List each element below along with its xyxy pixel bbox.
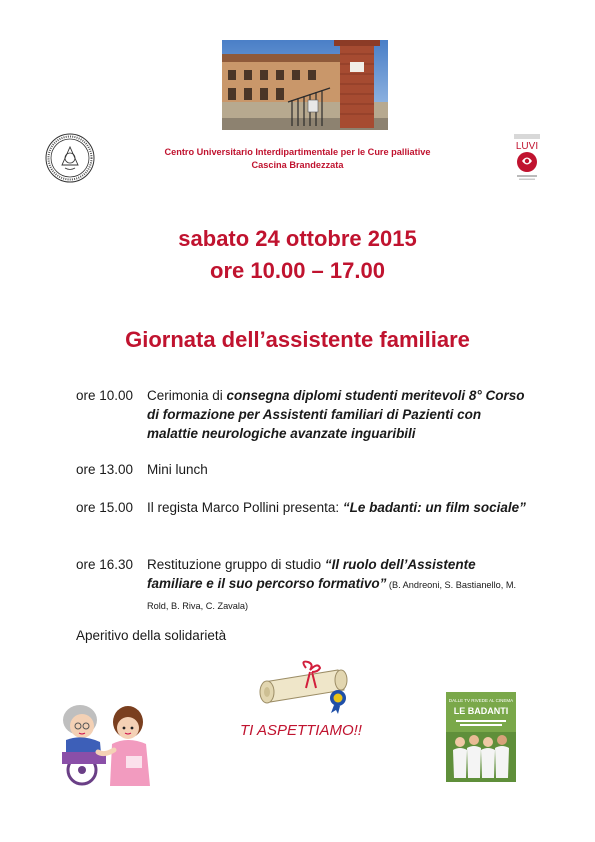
program-time: ore 15.00 xyxy=(76,500,134,515)
poster-top-text: DALLE TV RIVEDE AL CINEMA xyxy=(448,698,514,703)
program-text: Restituzione gruppo di studio xyxy=(147,557,325,572)
program-description xyxy=(147,555,527,616)
organization-name: Centro Universitario Interdipartimentale per le Cure palliative xyxy=(164,147,431,157)
program-description xyxy=(147,460,527,479)
program-highlight: consegna diplomi studenti meritevoli 8° Corso di formazione per Assistenti familiari di Pazienti con malattie neurologiche avanzate inguaribili xyxy=(147,388,525,441)
organization-subtitle: Cascina Brandezzata xyxy=(251,160,344,170)
university-seal-icon xyxy=(45,133,95,183)
event-title: Giornata dell’assistente familiare xyxy=(125,327,470,352)
caregiver-illustration xyxy=(52,700,158,786)
luvi-logo-icon xyxy=(510,134,544,182)
program-authors: (B. Andreoni, S. Bastianello, M. Rold, B. Riva, C. Zavala) xyxy=(147,580,517,611)
program-time: ore 13.00 xyxy=(76,462,134,477)
program-highlight: “Le badanti: un film sociale” xyxy=(342,500,526,515)
program-text: Il regista Marco Pollini presenta: xyxy=(147,500,343,515)
diploma-scroll-icon xyxy=(256,660,360,714)
luvi-logo-text: LUVI xyxy=(515,141,539,152)
program-time: ore 10.00 xyxy=(76,388,134,403)
program-text: Mini lunch xyxy=(147,462,208,477)
event-time: ore 10.00 – 17.00 xyxy=(210,258,385,283)
header-photo xyxy=(222,40,388,130)
program-text: Cerimonia di xyxy=(147,388,227,403)
program-time: ore 16.30 xyxy=(76,557,134,572)
aperitivo-text: Aperitivo della solidarietà xyxy=(76,628,227,643)
program-description xyxy=(147,386,527,443)
welcome-text: TI ASPETTIAMO!! xyxy=(240,722,362,739)
program-highlight: “Il ruolo dell’Assistente familiare e il suo percorso formativo” xyxy=(147,557,476,591)
program-description xyxy=(147,498,527,517)
poster-title: LE BADANTI xyxy=(453,706,509,716)
film-poster-image xyxy=(446,692,516,782)
event-date: sabato 24 ottobre 2015 xyxy=(178,226,417,251)
